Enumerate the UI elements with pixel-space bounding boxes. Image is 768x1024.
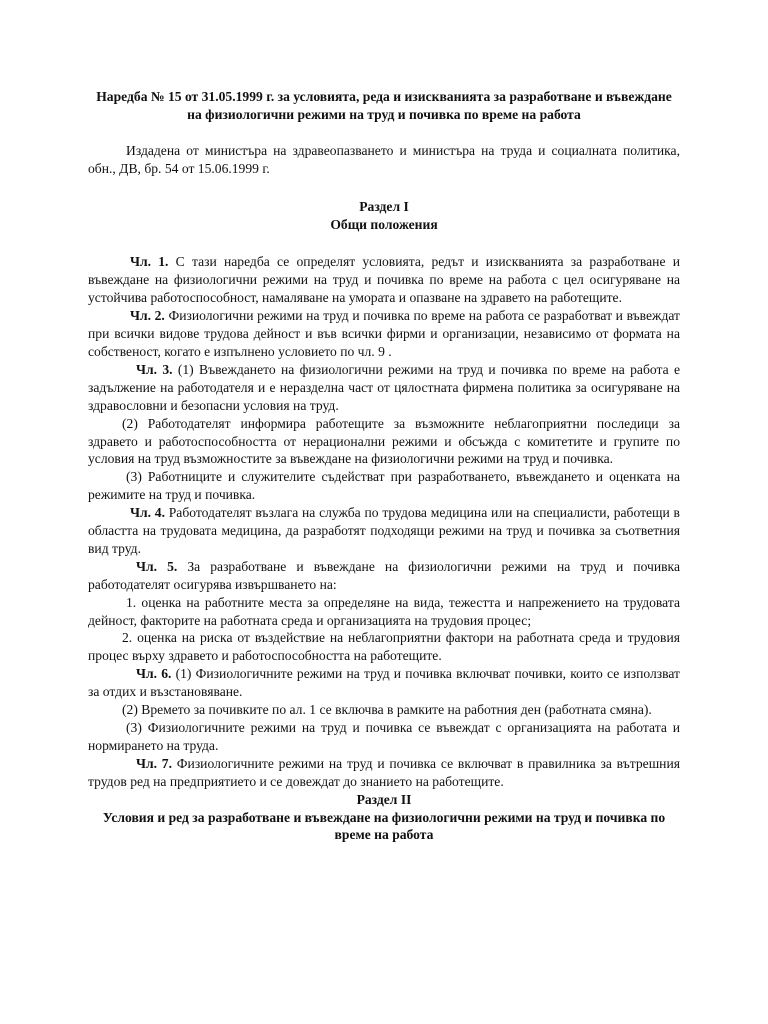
article-2 <box>88 307 680 361</box>
article-7 <box>88 755 680 791</box>
article-text: (1) Физиологичните режими на труд и почивка включват почивки, които се използват за отдих и възстановяване. <box>88 666 680 700</box>
section-1-title: Общи положения <box>330 216 438 232</box>
article-text: С тази наредба се определят условията, редът и изискванията за разработване и въвеждане на физиологични режими на труд и почивка по време на работа с цел осигуряване на устойчива работоспособност, намаляване на умората и опазване на здравето на работещите. <box>88 254 680 306</box>
section-1-number: Раздел I <box>359 198 409 214</box>
article-text: За разработване и въвеждане на физиологични режими на труд и почивка работодателят осигурява извършването на: <box>88 558 680 592</box>
article-6-paragraph-3: (3) Физиологичните режими на труд и почивка се въвеждат с организацията на работата и нормирането на труда. <box>88 720 680 753</box>
section-2-number: Раздел II <box>356 791 412 807</box>
article-label: Чл. 5. <box>136 558 178 574</box>
article-5-item-2: 2. оценка на риска от въздействие на неблагоприятни фактори на работната среда и трудовия процес върху здравето и работоспособността на работещите. <box>88 630 680 664</box>
article-label: Чл. 1. <box>130 254 169 270</box>
article-3-paragraph-3: (3) Работниците и служителите съдействат при разработването, въвеждането и оценката на режимите на труд и почивка. <box>88 469 680 503</box>
article-6 <box>88 665 680 701</box>
article-label: Чл. 7. <box>136 755 172 771</box>
article-text: (1) Въвеждането на физиологични режими на труд и почивка по време на работа е задължение на работодателя и е неразделна част от цялостната фирмена политика за осигуряване на здравословни и безопасни условия на труд. <box>88 361 680 413</box>
article-text: Физиологични режими на труд и почивка по време на работа се разработват и въвеждат при всички видове трудова дейност и във всички фирми и организации, независимо от формата на собственост, когато е изпълнено условието по чл. 9 . <box>88 308 680 359</box>
article-4 <box>88 504 680 558</box>
document-title: Наредба № 15 от 31.05.1999 г. за условията, реда и изискванията за разработване и въвеждане на физиологични режими на труд и почивка по време на работа <box>96 89 672 122</box>
article-5 <box>88 558 680 594</box>
document-page <box>88 88 680 844</box>
article-text: Физиологичните режими на труд и почивка се включват в правилника за вътрешния трудов ред на предприятието и се довеждат до знанието на работещите. <box>88 755 680 789</box>
article-3 <box>88 361 680 415</box>
article-6-paragraph-2: (2) Времето за почивките по ал. 1 се включва в рамките на работния ден (работната смяна). <box>122 702 652 718</box>
publication-note: Издадена от министъра на здравеопазването и министъра на труда и социалната политика, обн., ДВ, бр. 54 от 15.06.1999 г. <box>88 142 680 176</box>
article-label: Чл. 4. <box>130 505 165 521</box>
article-label: Чл. 2. <box>130 308 165 324</box>
article-3-paragraph-2: (2) Работодателят информира работещите за възможните неблагоприятни последици за здравето и работоспособността от нерационални режими и обсъжда с комитетите и групите по условия на труд възможностите за въвеждане на физиологични режими на труд и почивка. <box>88 415 680 467</box>
article-text: Работодателят възлага на служба по трудова медицина или на специалисти, работещи в областта на трудовата медицина, да разработят подходящи режими на труд и почивка за съответния вид труд. <box>88 505 680 556</box>
article-label: Чл. 6. <box>136 666 172 682</box>
article-1 <box>88 253 680 307</box>
section-2-title: Условия и ред за разработване и въвеждане на физиологични режими на труд и почивка по време на работа <box>102 809 666 843</box>
article-5-item-1: 1. оценка на работните места за определяне на вида, тежестта и напрежението на трудовата дейност, факторите на работната среда и организацията на трудовия процес; <box>88 594 680 628</box>
article-label: Чл. 3. <box>136 361 173 377</box>
